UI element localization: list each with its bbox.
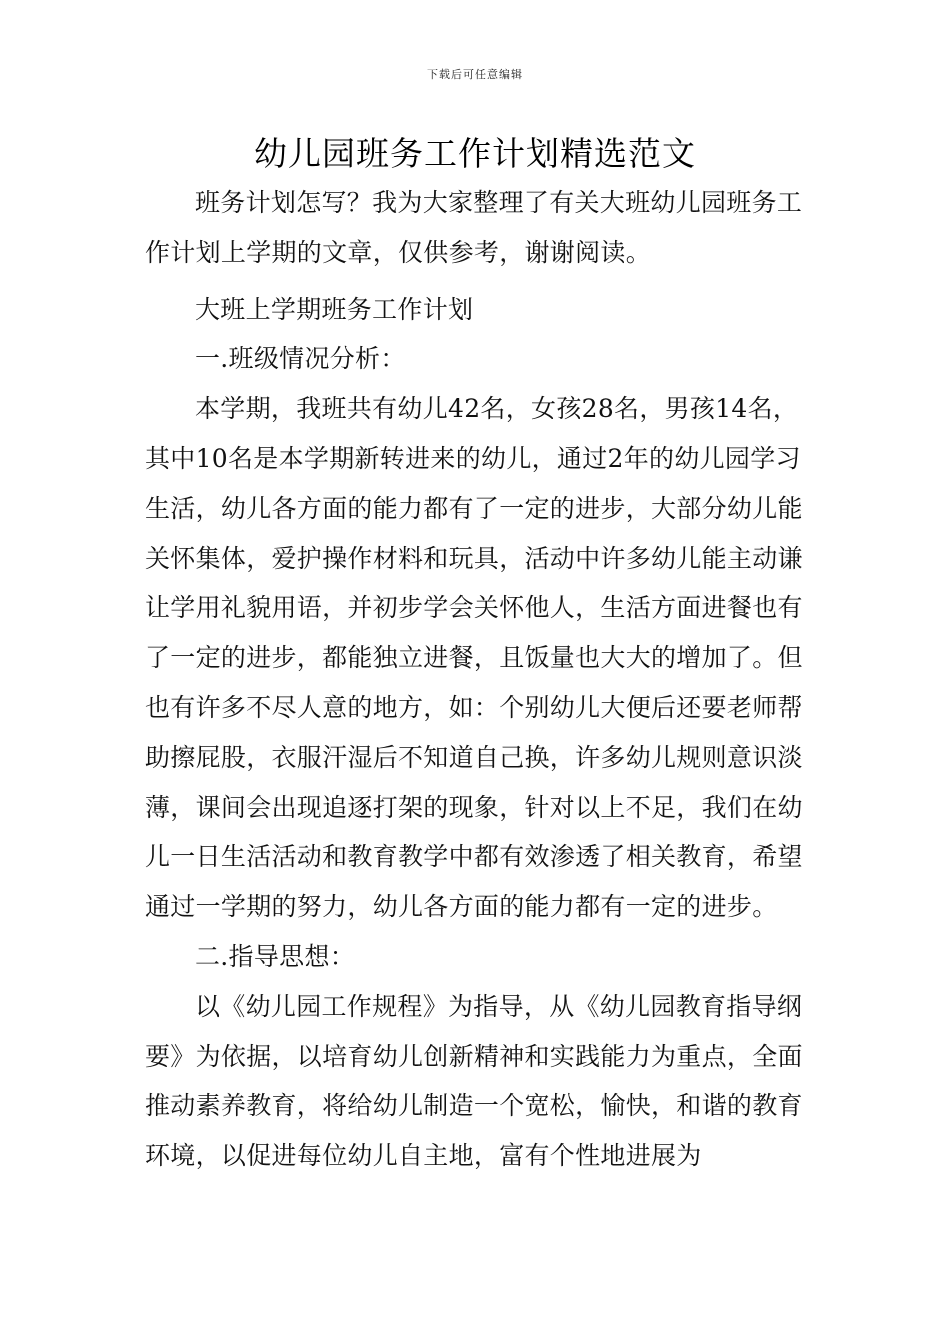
subtitle-paragraph: 大班上学期班务工作计划	[195, 294, 474, 324]
section-2-heading: 二.指导思想：	[195, 941, 356, 971]
intro-paragraph: 班务计划怎写？我为大家整理了有关大班幼儿园班务工作计划上学期的文章，仅供参考，谢谢阅读。	[145, 188, 803, 267]
section-2-body: 以《幼儿园工作规程》为指导，从《幼儿园教育指导纲要》为依据，以培育幼儿创新精神和实践能力为重点，全面推动素养教育，将给幼儿制造一个宽松，愉快，和谐的教育环境，以促进每位幼儿自主地，富有个性地进展为	[145, 991, 803, 1171]
document-body	[145, 178, 820, 1181]
section-1-body: 本学期，我班共有幼儿42名，女孩28名，男孩14名，其中10名是本学期新转进来的幼儿，通过2年的幼儿园学习生活，幼儿各方面的能力都有了一定的进步，大部分幼儿能关怀集体，爱护操作材料和玩具，活动中许多幼儿能主动谦让学用礼貌用语，并初步学会关怀他人，生活方面进餐也有了一定的进步，都能独立进餐，且饭量也大大的增加了。但也有许多不尽人意的地方，如：个别幼儿大便后还要老师帮助擦屁股，衣服汗湿后不知道自己换，许多幼儿规则意识淡薄，课间会出现追逐打架的现象，针对以上不足，我们在幼儿一日生活活动和教育教学中都有效渗透了相关教育，希望通过一学期的努力，幼儿各方面的能力都有一定的进步。	[145, 394, 803, 922]
section-1-heading: 一.班级情况分析：	[195, 344, 406, 374]
header-note: 下载后可任意编辑	[427, 68, 523, 81]
document-title: 幼儿园班务工作计划精选范文	[254, 134, 696, 173]
